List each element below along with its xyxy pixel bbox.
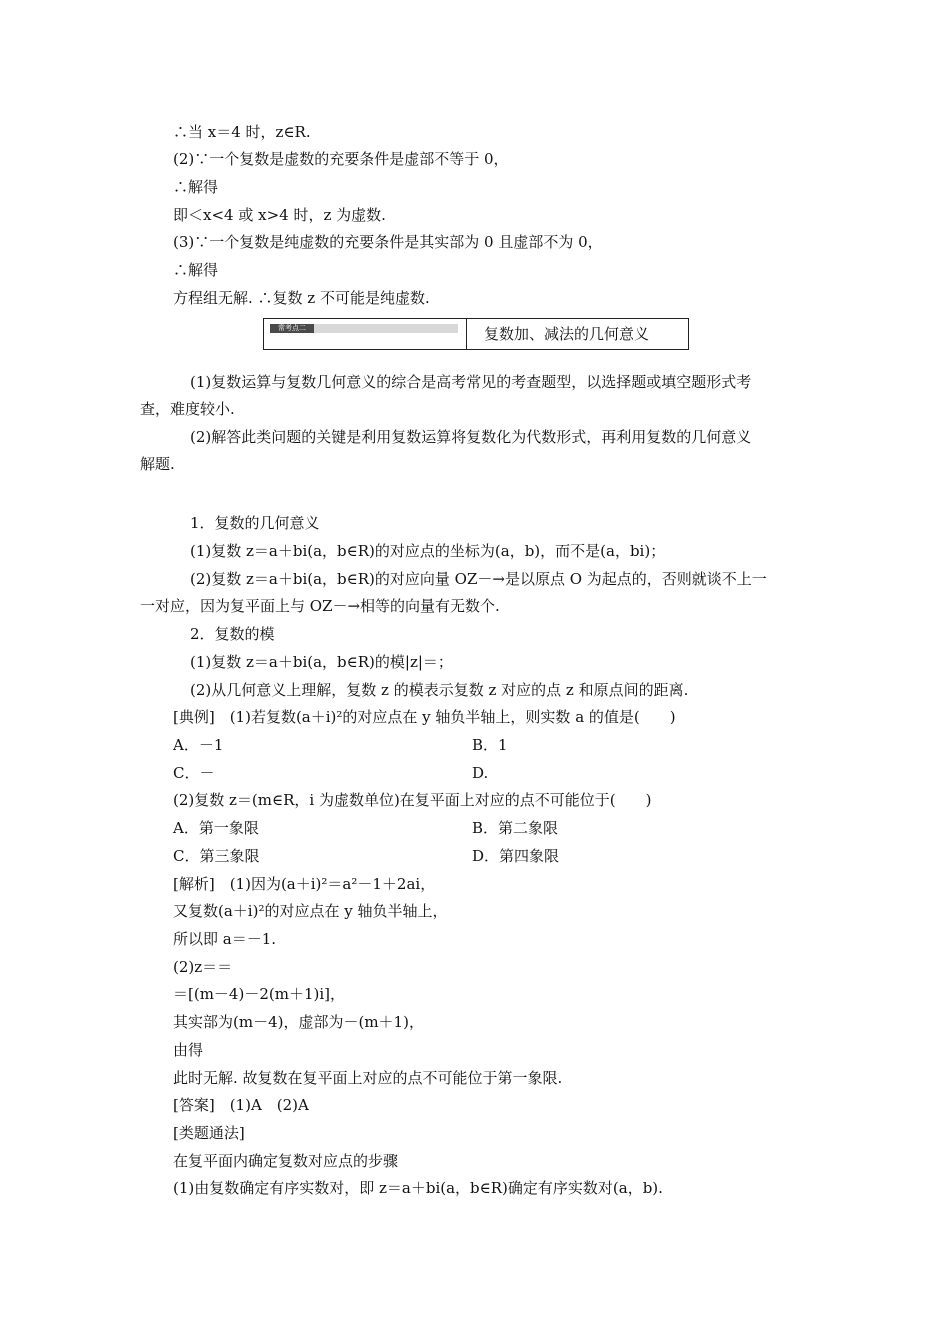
option-c: C．－ — [173, 764, 215, 782]
text-line: ∴解得 — [173, 178, 219, 196]
solution-line: 由得 — [173, 1041, 204, 1059]
paragraph-line: 解题. — [140, 455, 175, 473]
text-line: (2)从几何意义上理解，复数 z 的模表示复数 z 对应的点 z 和原点间的距离. — [190, 681, 689, 699]
option-b: B．第二象限 — [472, 819, 559, 837]
solution-line: 此时无解. 故复数在复平面上对应的点不可能位于第一象限. — [173, 1069, 563, 1087]
text-line: (1)复数 z＝a＋bi(a，b∈R)的模|z|＝； — [190, 653, 453, 671]
solution-line: ＝[(m－4)－2(m＋1)i]， — [173, 985, 345, 1003]
text-line: (1)复数 z＝a＋bi(a，b∈R)的对应点的坐标为(a，b)，而不是(a，bi)； — [190, 542, 666, 560]
option-b: B．1 — [472, 736, 508, 754]
heading-modulus: 2．复数的模 — [190, 625, 275, 643]
option-d: D．第四象限 — [472, 847, 560, 865]
text-line: 方程组无解. ∴复数 z 不可能是纯虚数. — [173, 289, 430, 307]
solution-line: 其实部为(m－4)，虚部为－(m＋1)， — [173, 1013, 424, 1031]
example-question-1: [典例] (1)若复数(a＋i)²的对应点在 y 轴负半轴上，则实数 a 的值是( ) — [173, 708, 676, 726]
paragraph-line: 查，难度较小. — [140, 400, 235, 418]
example-question-2: (2)复数 z＝(m∈R，i 为虚数单位)在复平面上对应的点不可能位于( ) — [173, 791, 652, 809]
text-line: (2)∵一个复数是虚数的充要条件是虚部不等于 0， — [173, 150, 509, 168]
answer-line: [答案] (1)A (2)A — [173, 1096, 309, 1114]
paragraph-line: (2)解答此类问题的关键是利用复数运算将复数化为代数形式，再利用复数的几何意义 — [190, 428, 752, 446]
solution-line: 所以即 a＝－1. — [173, 930, 277, 948]
solution-line: 又复数(a＋i)²的对应点在 y 轴负半轴上， — [173, 902, 448, 920]
heading-geometric-meaning: 1．复数的几何意义 — [190, 514, 320, 532]
option-d: D. — [472, 764, 489, 782]
text-line: (3)∵一个复数是纯虚数的充要条件是其实部为 0 且虚部不为 0， — [173, 233, 603, 251]
solution-line: [解析] (1)因为(a＋i)²＝a²－1＋2ai， — [173, 875, 436, 893]
option-c: C．第三象限 — [173, 847, 260, 865]
text-line: ∴解得 — [173, 261, 219, 279]
text-line: (2)复数 z＝a＋bi(a，b∈R)的对应向量 OZ－→是以原点 O 为起点的，否则就谈不上一 — [190, 570, 767, 588]
text-line: 一对应，因为复平面上与 OZ－→相等的向量有无数个. — [140, 597, 500, 615]
text-line: 即＜x<4 或 x>4 时，z 为虚数. — [173, 206, 386, 224]
section-header-box — [263, 318, 689, 350]
section-tag: 常考点二 — [270, 324, 314, 333]
section-banner-bar — [270, 324, 458, 333]
method-heading: [类题通法] — [173, 1124, 245, 1142]
solution-line: (2)z＝＝ — [173, 958, 233, 976]
paragraph-line: (1)复数运算与复数几何意义的综合是高考常见的考查题型，以选择题或填空题形式考 — [190, 373, 752, 391]
method-step: (1)由复数确定有序实数对，即 z＝a＋bi(a，b∈R)确定有序实数对(a，b). — [173, 1179, 663, 1197]
option-a: A．－1 — [173, 736, 224, 754]
text-line: ∴当 x＝4 时，z∈R. — [173, 123, 311, 141]
section-title: 复数加、减法的几何意义 — [484, 325, 650, 343]
section-banner — [264, 319, 467, 349]
method-title: 在复平面内确定复数对应点的步骤 — [173, 1152, 399, 1170]
option-a: A．第一象限 — [173, 819, 259, 837]
